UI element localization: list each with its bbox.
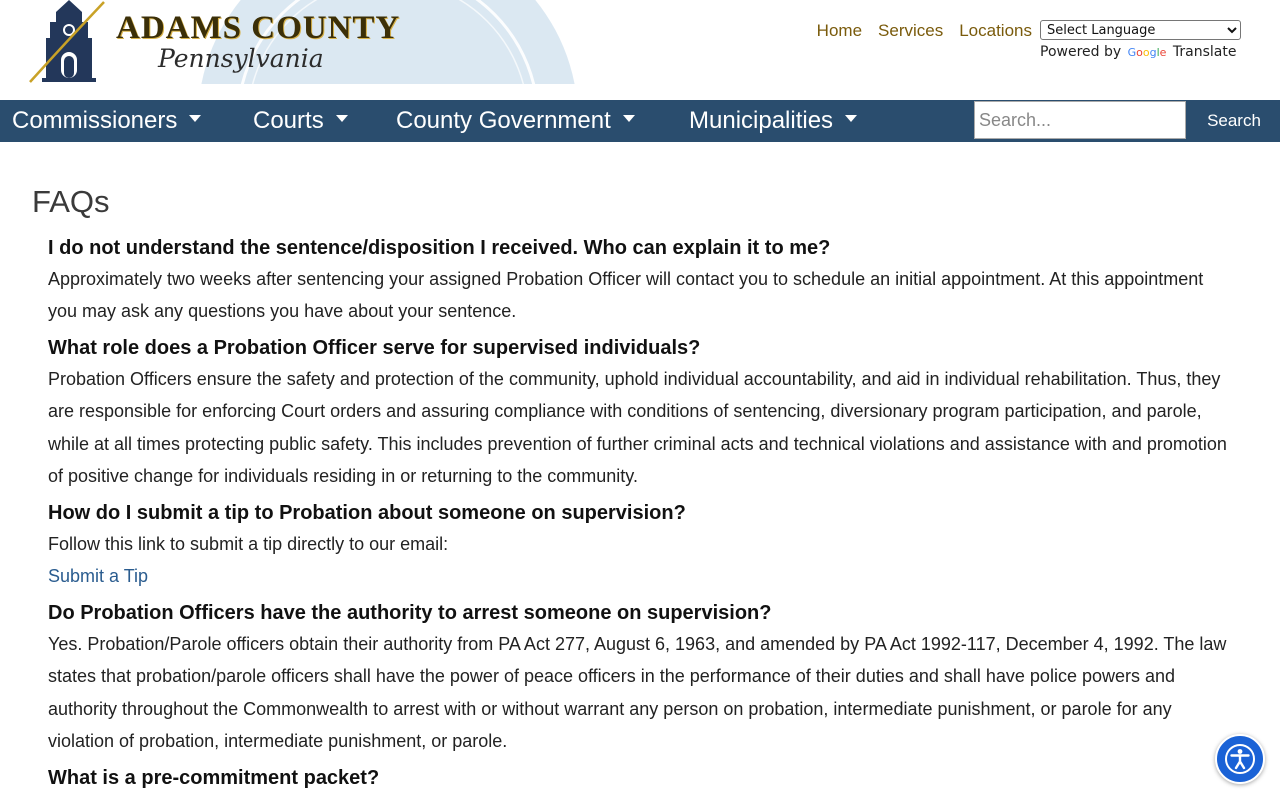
faq-question: What is a pre-commitment packet? [48, 767, 380, 789]
google-logo: Google [1127, 46, 1167, 59]
caret-down-icon [336, 115, 348, 122]
logo-subtitle: Pennsylvania [158, 44, 324, 73]
faq-question: I do not understand the sentence/disposition I received. Who can explain it to me? [48, 237, 831, 259]
nav-municipalities-label: Municipalities [689, 107, 834, 134]
nav-county-government-label: County Government [396, 107, 611, 134]
logo-title: ADAMS COUNTY [116, 10, 401, 46]
powered-by-label: Powered by [1040, 44, 1122, 60]
site-header [0, 0, 1280, 100]
nav-municipalities[interactable] [689, 100, 857, 142]
nav-commissioners[interactable] [12, 100, 201, 142]
nav-courts-label: Courts [253, 107, 324, 134]
faq-answer: Follow this link to submit a tip directly to our email: [48, 534, 449, 554]
faq-item [48, 763, 1234, 793]
caret-down-icon [623, 115, 635, 122]
faq-question: Do Probation Officers have the authority to arrest someone on supervision? [48, 602, 772, 624]
faq-question: How do I submit a tip to Probation about someone on supervision? [48, 502, 686, 524]
search-input[interactable] [974, 101, 1186, 139]
home-link[interactable]: Home [816, 21, 863, 40]
caret-down-icon [845, 115, 857, 122]
search-button[interactable]: Search [1188, 100, 1280, 142]
caret-down-icon [189, 115, 201, 122]
nav-courts[interactable] [253, 100, 348, 142]
locations-link[interactable]: Locations [959, 21, 1032, 40]
top-links [817, 21, 1032, 41]
accessibility-icon [1224, 743, 1256, 775]
google-translate-attribution [1040, 44, 1236, 60]
nav-county-government[interactable] [396, 100, 635, 142]
faq-item [48, 233, 1234, 328]
faq-item [48, 333, 1234, 492]
courthouse-icon [30, 0, 104, 82]
faq-answer: Approximately two weeks after sentencing your assigned Probation Officer will contact you to schedule an initial appointment. At this appointment you may ask any questions you have about your sentence. [48, 269, 1204, 322]
faq-item [48, 598, 1234, 757]
submit-tip-link[interactable]: Submit a Tip [48, 566, 149, 587]
translate-link[interactable]: Translate [1172, 44, 1237, 60]
faq-answer: Yes. Probation/Parole officers obtain their authority from PA Act 277, August 6, 1963, and amended by PA Act 1992-117, December 4, 1992. The law states that probation/parole officers shall have the power of peace officers in the performance of their duties and shall have police powers and authority throughout the Commonwealth to arrest with or without warrant any person on probation, intermediate punishment, or parole for any violation of probation, intermediate punishment, or parole. [48, 634, 1227, 751]
accessibility-button[interactable] [1215, 734, 1265, 784]
county-logo[interactable] [28, 0, 584, 84]
faq-question: What role does a Probation Officer serve for supervised individuals? [48, 337, 701, 359]
nav-commissioners-label: Commissioners [12, 107, 178, 134]
faq-item [48, 498, 1234, 592]
language-select[interactable] [1040, 20, 1241, 40]
page-title: FAQs [32, 184, 110, 219]
services-link[interactable]: Services [878, 21, 944, 40]
faq-answer: Probation Officers ensure the safety and protection of the community, uphold individual accountability, and aid in individual rehabilitation. Thus, they are responsible for enforcing Court orders and assuring compliance with conditions of sentencing, diversionary program participation, and parole, while at all times protecting public safety. This includes prevention of further criminal acts and technical violations and assistance with and promotion of positive change for individuals residing in or returning to the community. [48, 369, 1227, 486]
